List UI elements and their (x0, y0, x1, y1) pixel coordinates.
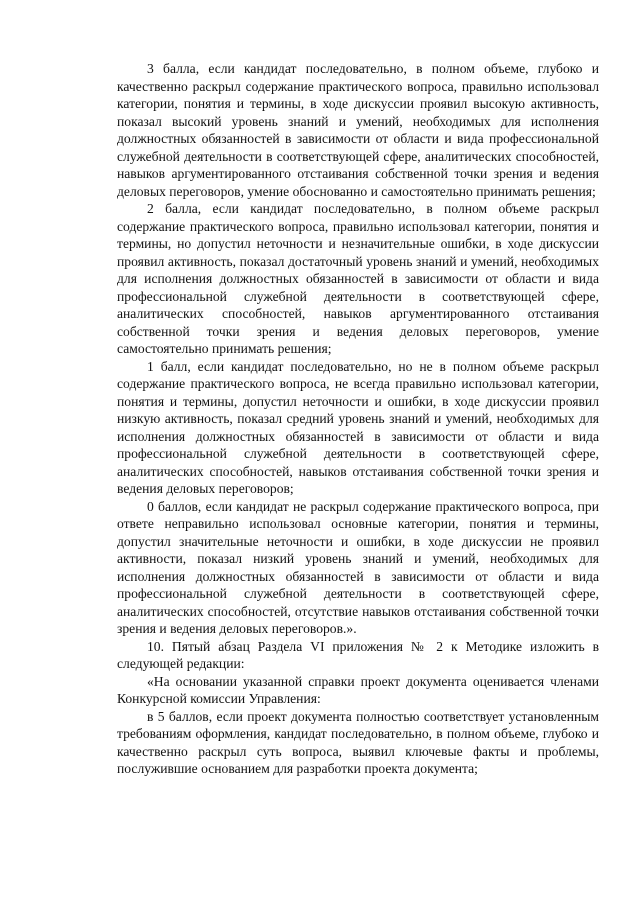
paragraph-quote-intro: «На основании указанной справки проект документа оценивается членами Конкурсной комиссии Управления: (117, 673, 599, 706)
document-page (117, 60, 599, 778)
paragraph-1-point: 1 балл, если кандидат последовательно, но не в полном объеме раскрыл содержание практического вопроса, не всегда правильно использовал категории, понятия и термины, допустил неточности и ошибки, в ходе дискуссии проявил низкую активность, показал средний уровень знаний и умений, необходимых для исполнения должностных обязанностей в зависимости от области и вида профессиональной служебной деятельности в соответствующей сфере, аналитических способностей, навыков отстаивания собственной точки зрения и ведения деловых переговоров; (117, 358, 599, 496)
paragraph-5-points: в 5 баллов, если проект документа полностью соответствует установленным требованиям оформления, кандидат последовательно, в полном объеме, глубоко и качественно раскрыл суть вопроса, выявил ключевые факты и проблемы, послужившие основанием для разработки проекта документа; (117, 708, 599, 776)
paragraph-item-10: 10. Пятый абзац Раздела VI приложения № 2 к Методике изложить в следующей редакции: (117, 638, 599, 671)
paragraph-0-points: 0 баллов, если кандидат не раскрыл содержание практического вопроса, при ответе неправильно использовал основные категории, понятия и термины, допустил значительные неточности и ошибки, в ходе дискуссии не проявил активности, показал низкий уровень знаний и умений, необходимых для исполнения должностных обязанностей в зависимости от области и вида профессиональной служебной деятельности в соответствующей сфере, аналитических способностей, отсутствие навыков отстаивания собственной точки зрения и ведения деловых переговоров.». (117, 498, 599, 636)
paragraph-2-points: 2 балла, если кандидат последовательно, в полном объеме раскрыл содержание практического вопроса, правильно использовал категории, понятия и термины, но допустил неточности и незначительные ошибки, в ходе дискуссии проявил активность, показал достаточный уровень знаний и умений, необходимых для исполнения должностных обязанностей в зависимости от области и вида профессиональной служебной деятельности в соответствующей сфере, аналитических способностей, навыков аргументированного отстаивания собственной точки зрения и ведения деловых переговоров, умение самостоятельно принимать решения; (117, 201, 599, 356)
paragraph-3-points: 3 балла, если кандидат последовательно, в полном объеме, глубоко и качественно раскрыл содержание практического вопроса, правильно использовал категории, понятия и термины, в ходе дискуссии проявил высокую активность, показал высокий уровень знаний и умений, необходимых для исполнения должностных обязанностей в зависимости от области и вида профессиональной служебной деятельности в соответствующей сфере, аналитических способностей, навыков аргументированного отстаивания собственной точки зрения и ведения деловых переговоров, умение обоснованно и самостоятельно принимать решения; (117, 61, 599, 199)
